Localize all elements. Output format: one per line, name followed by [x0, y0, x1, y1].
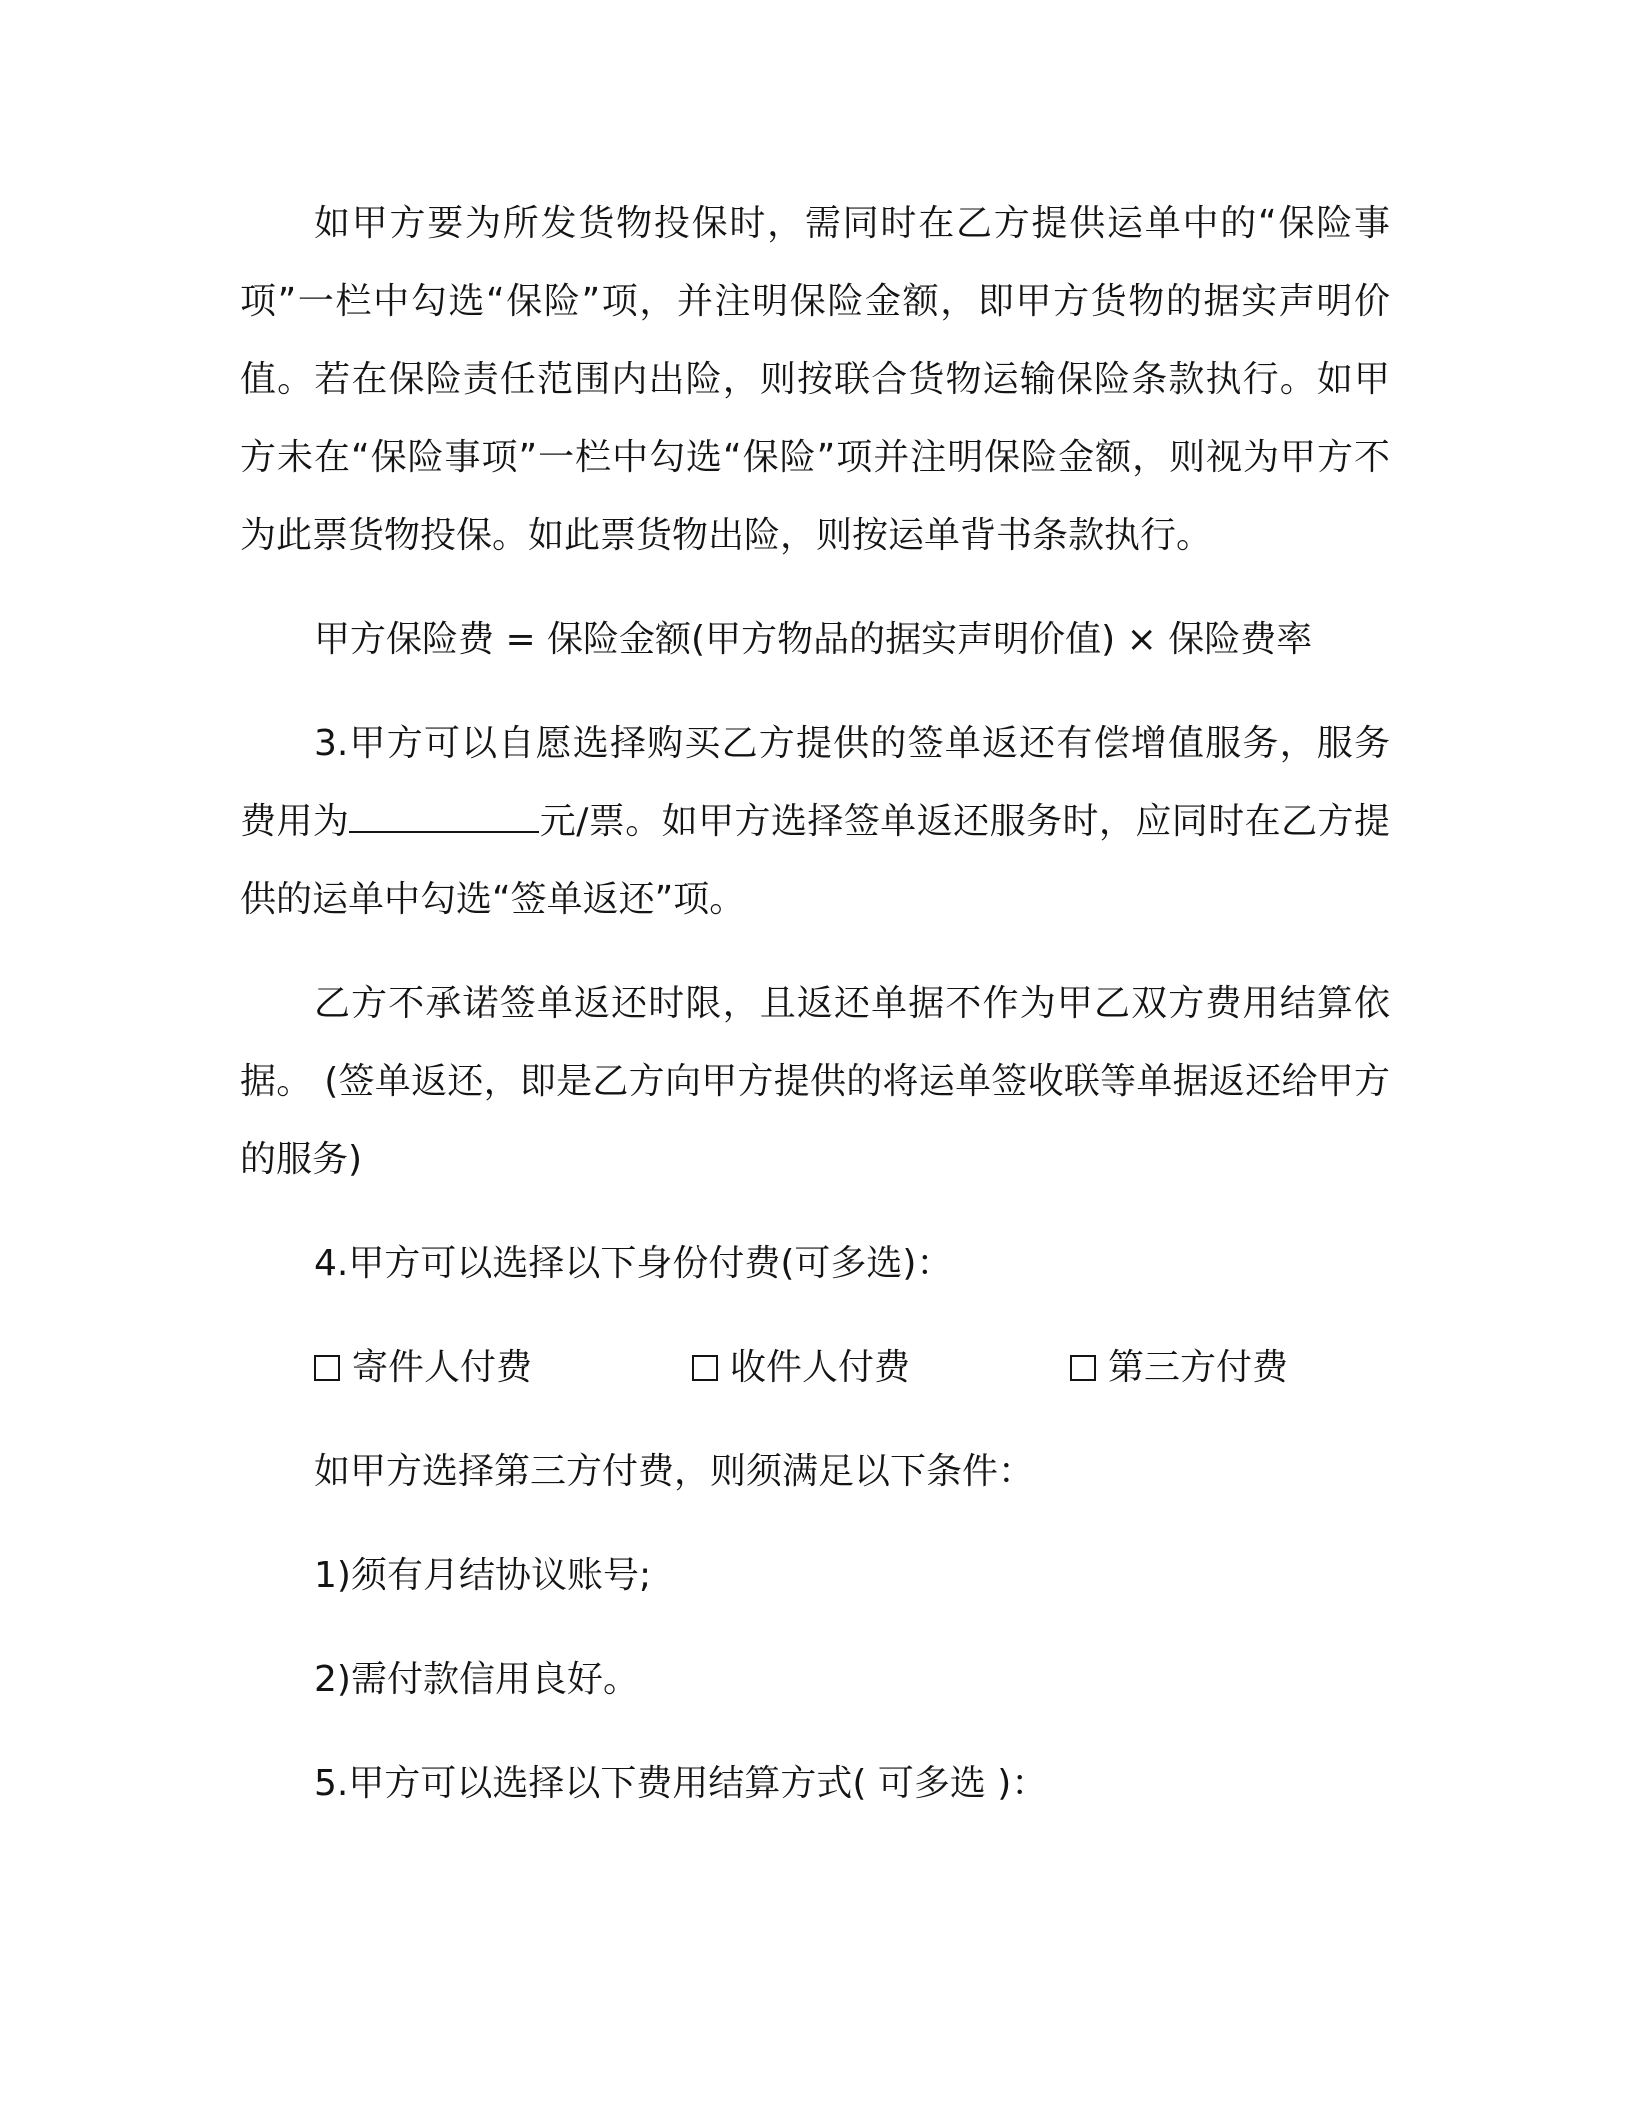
payer-option-sender[interactable]: [314, 1329, 532, 1407]
condition-item-2: 2)需付款信用良好。: [314, 1659, 639, 1700]
payer-option-recipient[interactable]: [692, 1329, 910, 1407]
service-fee-blank[interactable]: [349, 801, 539, 833]
payer-identity-heading: 4.甲方可以选择以下身份付费(可多选)：: [314, 1243, 953, 1284]
insurance-fee-formula: 甲方保险费 = 保险金额(甲方物品的据实声明价值) × 保险费率: [314, 619, 1313, 660]
return-receipt-paragraph: [240, 705, 1390, 939]
payer-option-third-party[interactable]: [1070, 1329, 1288, 1407]
document-page: [240, 185, 1390, 1849]
checkbox-icon[interactable]: [1070, 1355, 1096, 1381]
return-receipt-text-after: 元/票。如甲方选择签单返还服务时，应同时在乙方提供的运单中勾选“签单返还”项。: [240, 801, 1390, 920]
payer-options: [240, 1329, 1390, 1407]
condition-item-1: 1)须有月结协议账号;: [314, 1555, 652, 1596]
third-party-conditions-heading: 如甲方选择第三方付费，则须满足以下条件：: [314, 1451, 1035, 1492]
checkbox-icon[interactable]: [692, 1355, 718, 1381]
payer-option-label: 第三方付费: [1108, 1347, 1289, 1388]
return-receipt-disclaimer: 乙方不承诺签单返还时限，且返还单据不作为甲乙双方费用结算依据。 (签单返还，即是乙方向甲方提供的将运单签收联等单据返还给甲方的服务): [240, 983, 1390, 1180]
checkbox-icon[interactable]: [314, 1355, 340, 1381]
payer-option-label: 寄件人付费: [352, 1347, 533, 1388]
settlement-method-heading: 5.甲方可以选择以下费用结算方式( 可多选 )：: [314, 1763, 1048, 1804]
return-receipt-text-before: 3.甲方可以自愿选择购买乙方提供的签单返还有偿增值服务，服务费用为: [240, 723, 1390, 842]
payer-option-label: 收件人付费: [730, 1347, 911, 1388]
insurance-paragraph: 如甲方要为所发货物投保时，需同时在乙方提供运单中的“保险事项”一栏中勾选“保险”项，并注明保险金额，即甲方货物的据实声明价值。若在保险责任范围内出险，则按联合货物运输保险条款执行。如甲方未在“保险事项”一栏中勾选“保险”项并注明保险金额，则视为甲方不为此票货物投保。如此票货物出险，则按运单背书条款执行。: [240, 203, 1390, 556]
